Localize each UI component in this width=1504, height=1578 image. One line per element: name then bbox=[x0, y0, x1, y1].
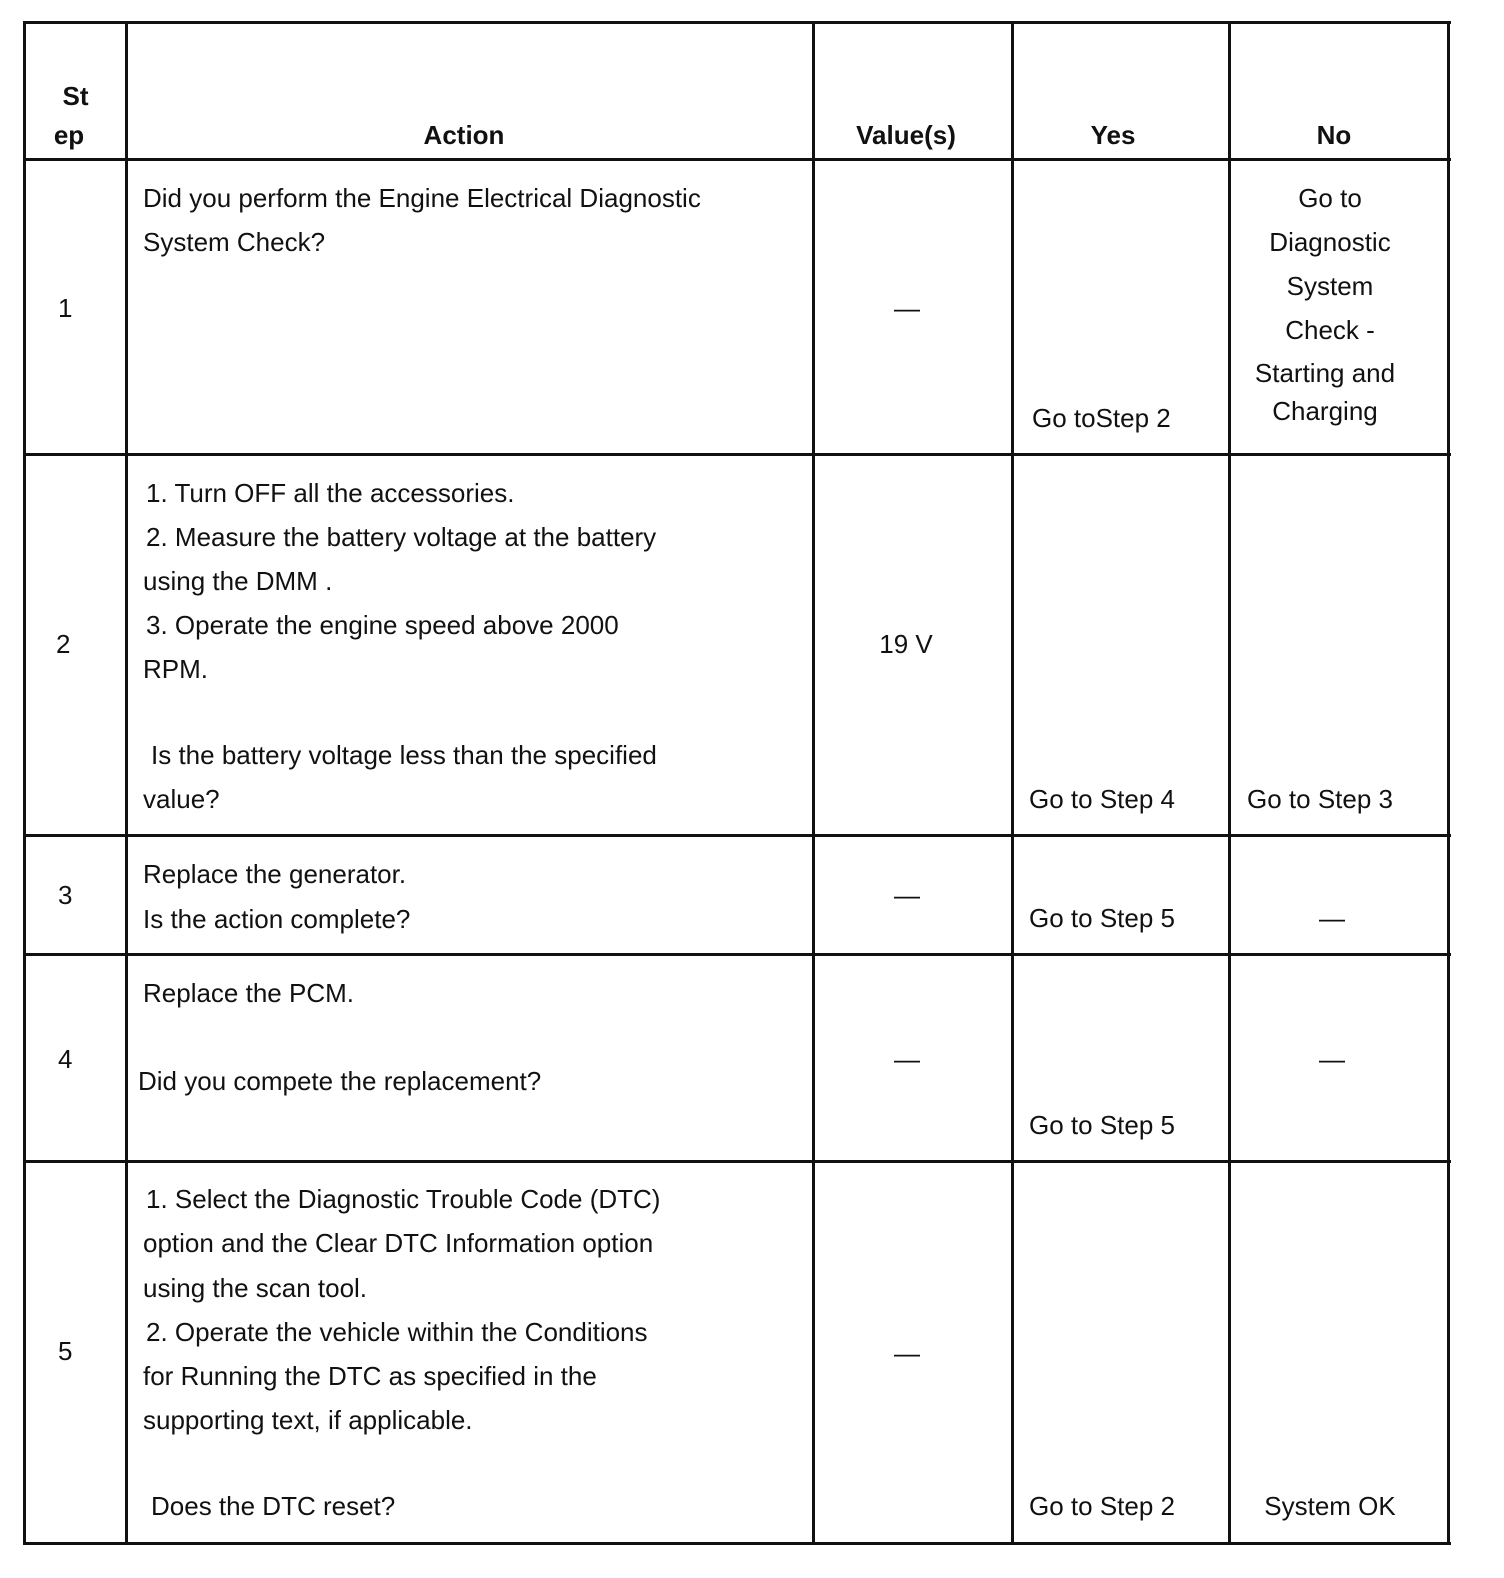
no-cell: System OK bbox=[1264, 1491, 1396, 1521]
action-text: System Check? bbox=[143, 227, 326, 257]
yes-cell: Go to Step 5 bbox=[1029, 1110, 1175, 1140]
row-divider bbox=[23, 953, 1451, 956]
no-cell: Charging bbox=[1272, 396, 1378, 426]
yes-cell: Go to Step 5 bbox=[1029, 903, 1175, 933]
table-border-left bbox=[23, 22, 26, 1545]
action-text: using the DMM . bbox=[143, 566, 333, 596]
table-border-right bbox=[1447, 22, 1450, 1545]
step-number: 2 bbox=[56, 629, 71, 659]
no-cell: — bbox=[1319, 903, 1345, 933]
row-divider bbox=[23, 834, 1451, 837]
no-cell: Starting and bbox=[1254, 358, 1396, 388]
action-text: Does the DTC reset? bbox=[151, 1491, 396, 1521]
action-text: for Running the DTC as specified in the bbox=[143, 1361, 597, 1391]
action-text: Is the action complete? bbox=[143, 904, 411, 934]
action-text: 1. Select the Diagnostic Trouble Code (DTC) bbox=[146, 1184, 661, 1214]
action-text: option and the Clear DTC Information option bbox=[143, 1228, 654, 1258]
step-number: 5 bbox=[58, 1336, 73, 1366]
value-cell: — bbox=[894, 880, 920, 910]
action-text: Replace the generator. bbox=[143, 859, 407, 889]
header-step-line1: St bbox=[62, 81, 89, 111]
no-cell: System bbox=[1286, 271, 1374, 301]
row-divider bbox=[23, 453, 1451, 456]
action-text: Did you perform the Engine Electrical Diagnostic bbox=[143, 183, 701, 213]
value-cell: — bbox=[894, 1338, 920, 1368]
action-text: value? bbox=[143, 784, 220, 814]
no-cell: Go to bbox=[1298, 183, 1362, 213]
step-number: 3 bbox=[58, 880, 73, 910]
action-text: RPM. bbox=[143, 654, 208, 684]
action-text: 2. Operate the vehicle within the Conditions bbox=[146, 1317, 648, 1347]
action-text: supporting text, if applicable. bbox=[143, 1405, 473, 1435]
no-cell: Check - bbox=[1285, 315, 1375, 345]
header-no: No bbox=[1316, 120, 1352, 150]
header-yes: Yes bbox=[1090, 120, 1136, 150]
step-number: 1 bbox=[58, 293, 73, 323]
no-cell: Diagnostic bbox=[1269, 227, 1391, 257]
header-divider bbox=[23, 158, 1451, 161]
action-text: 1. Turn OFF all the accessories. bbox=[146, 478, 515, 508]
column-divider bbox=[812, 22, 815, 1545]
action-text: using the scan tool. bbox=[143, 1273, 368, 1303]
step-number: 4 bbox=[58, 1044, 73, 1074]
row-divider bbox=[23, 1160, 1451, 1163]
action-text: Did you compete the replacement? bbox=[138, 1066, 542, 1096]
no-cell: — bbox=[1319, 1044, 1345, 1074]
value-cell: 19 V bbox=[879, 629, 933, 659]
table-border-top bbox=[23, 21, 1451, 24]
header-action: Action bbox=[423, 120, 505, 150]
yes-cell: Go toStep 2 bbox=[1032, 403, 1171, 433]
header-values: Value(s) bbox=[856, 120, 956, 150]
action-text: Replace the PCM. bbox=[143, 978, 354, 1008]
yes-cell: Go to Step 2 bbox=[1029, 1491, 1175, 1521]
column-divider bbox=[1011, 22, 1014, 1545]
header-step-line2: ep bbox=[53, 120, 85, 150]
action-text: 2. Measure the battery voltage at the battery bbox=[146, 522, 657, 552]
table-border-bottom bbox=[23, 1542, 1451, 1545]
action-text: Is the battery voltage less than the specified bbox=[151, 740, 657, 770]
value-cell: — bbox=[894, 293, 920, 323]
action-text: 3. Operate the engine speed above 2000 bbox=[146, 610, 619, 640]
value-cell: — bbox=[894, 1044, 920, 1074]
yes-cell: Go to Step 4 bbox=[1029, 784, 1175, 814]
column-divider bbox=[125, 22, 128, 1545]
no-cell: Go to Step 3 bbox=[1247, 784, 1393, 814]
